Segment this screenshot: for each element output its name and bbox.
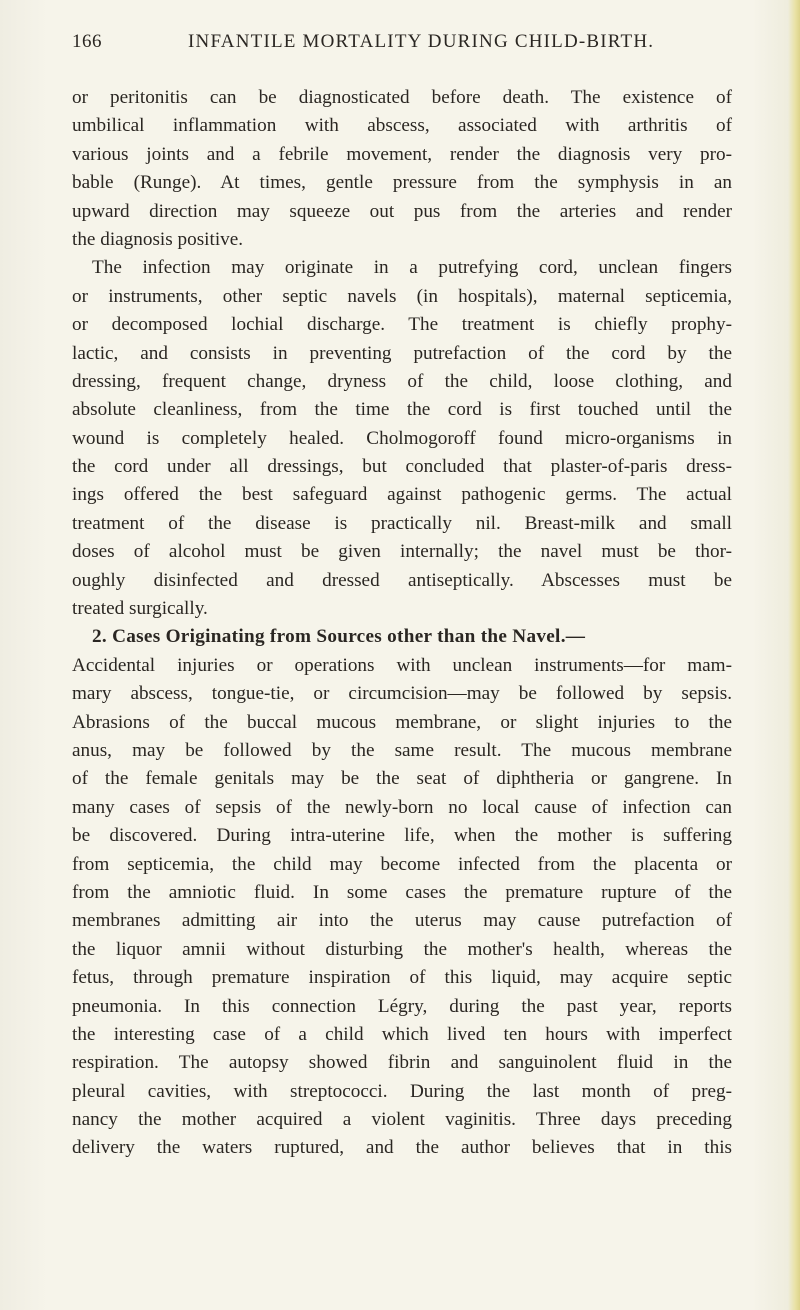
text-line: the diagnosis positive. [72,228,244,250]
text-line: the cord under all dressings, but concluded that plaster-of-paris dress- [72,456,732,478]
page-header [72,31,732,57]
text-line: various joints and a febrile movement, render the diagnosis very pro- [72,143,732,165]
section-heading: 2. Cases Originating from Sources other than the Navel.— [92,626,586,648]
text-line: Accidental injuries or operations with unclean instruments—for mam- [72,654,732,676]
text-line: delivery the waters ruptured, and the author believes that in this [72,1137,732,1159]
text-line: Abrasions of the buccal mucous membrane, or slight injuries to the [72,711,732,733]
text-line: from the amniotic fluid. In some cases the premature rupture of the [72,881,732,903]
text-line: ings offered the best safeguard against pathogenic germs. The actual [72,484,732,506]
page-edge [788,0,800,1310]
text-line: or peritonitis can be diagnosticated before death. The existence of [72,87,732,108]
text-line: the interesting case of a child which lived ten hours with imperfect [72,1023,732,1045]
text-line: or decomposed lochial discharge. The treatment is chiefly prophy- [72,314,732,336]
text-line: nancy the mother acquired a violent vaginitis. Three days preceding [72,1109,732,1131]
text-line: the liquor amnii without disturbing the mother's health, whereas the [72,938,732,960]
text-line: many cases of sepsis of the newly-born no local cause of infection can [72,796,732,818]
running-head: INFANTILE MORTALITY DURING CHILD-BIRTH. [188,31,655,52]
text-line: pleural cavities, with streptococci. During the last month of preg- [72,1080,732,1102]
text-line: treated surgically. [72,598,208,620]
text-line: pneumonia. In this connection Légry, during the past year, reports [72,995,732,1017]
text-line: bable (Runge). At times, gentle pressure from the symphysis in an [72,172,732,194]
page-number: 166 [72,31,102,52]
text-line: from septicemia, the child may become infected from the placenta or [72,853,732,875]
text-line: wound is completely healed. Cholmogoroff found micro-organisms in [72,427,732,449]
text-line: fetus, through premature inspiration of this liquid, may acquire septic [72,967,732,989]
text-line: be discovered. During intra-uterine life, when the mother is suffering [72,825,732,847]
text-line: upward direction may squeeze out pus from the arteries and render [72,200,732,222]
text-line: lactic, and consists in preventing putrefaction of the cord by the [72,342,732,364]
text-line: treatment of the disease is practically nil. Breast-milk and small [72,512,732,534]
text-line: mary abscess, tongue-tie, or circumcision—may be followed by sepsis. [72,683,732,705]
text-line: doses of alcohol must be given internally; the navel must be thor- [72,541,732,563]
text-line: absolute cleanliness, from the time the cord is first touched until the [72,399,732,421]
text-line: dressing, frequent change, dryness of the child, loose clothing, and [72,370,732,392]
text-line: respiration. The autopsy showed fibrin and sanguinolent fluid in the [72,1052,732,1074]
text-line: oughly disinfected and dressed antiseptically. Abscesses must be [72,569,732,591]
text-line: membranes admitting air into the uterus may cause putrefaction of [72,910,732,932]
text-line: anus, may be followed by the same result. The mucous membrane [72,739,732,761]
text-line: of the female genitals may be the seat of diphtheria or gangrene. In [72,768,732,790]
text-line: or instruments, other septic navels (in hospitals), maternal septicemia, [72,285,732,307]
text-line: The infection may originate in a putrefying cord, unclean fingers [92,257,732,279]
text-line: umbilical inflammation with abscess, associated with arthritis of [72,115,732,137]
body-text [72,84,732,1163]
